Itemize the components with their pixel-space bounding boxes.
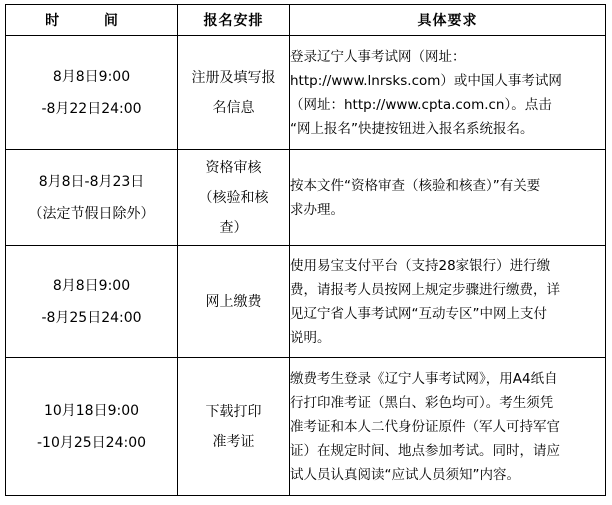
header-time: 时 间 bbox=[6, 5, 178, 36]
time-end: -8月25日24:00 bbox=[41, 309, 142, 326]
arrangement-line: 名信息 bbox=[212, 99, 255, 116]
arrangement-line: 网上缴费 bbox=[205, 293, 262, 310]
time-end: -8月22日24:00 bbox=[41, 100, 142, 117]
requirement-line: 准考证和本人二代身份证原件（军人可持军官 bbox=[290, 418, 560, 435]
table-row bbox=[6, 246, 606, 358]
arrangement-line: 资格审核 bbox=[205, 159, 262, 176]
requirement-line: 缴费考生登录《辽宁人事考试网》，用A4纸自 bbox=[290, 370, 558, 387]
requirement-line: （网址：http://www.cpta.com.cn）。点击 bbox=[290, 96, 552, 113]
header-arrangement: 报名安排 bbox=[178, 5, 290, 36]
requirement-line: 按本文件“资格审查（核验和核查）”有关要 bbox=[290, 177, 541, 194]
requirement-line: 费，请报考人员按网上规定步骤进行缴费，详 bbox=[290, 281, 560, 298]
time-start: 8月8日9:00 bbox=[52, 68, 131, 85]
requirement-cell bbox=[290, 150, 606, 246]
table-header-row bbox=[6, 5, 606, 36]
requirement-cell bbox=[290, 246, 606, 358]
arrangement-line: 下载打印 bbox=[205, 403, 262, 420]
time-note: （法定节假日除外） bbox=[28, 205, 155, 222]
requirement-line: http://www.lnrsks.com）或中国人事考试网 bbox=[290, 72, 562, 89]
arrangement-line: 查） bbox=[219, 219, 248, 236]
arrangement-line: （核验和核 bbox=[198, 189, 269, 206]
arrangement-cell bbox=[178, 358, 290, 496]
requirement-line: 见辽宁省人事考试网“互动专区”中网上支付 bbox=[290, 305, 547, 322]
time-cell bbox=[6, 246, 178, 358]
arrangement-cell bbox=[178, 36, 290, 150]
requirement-line: 求办理。 bbox=[290, 201, 344, 218]
registration-schedule-table bbox=[5, 4, 606, 496]
table-row bbox=[6, 150, 606, 246]
arrangement-line: 准考证 bbox=[212, 433, 255, 450]
arrangement-cell bbox=[178, 246, 290, 358]
time-cell bbox=[6, 36, 178, 150]
arrangement-cell bbox=[178, 150, 290, 246]
requirement-line: “网上报名”快捷按钮进入报名系统报名。 bbox=[290, 120, 534, 137]
time-end: -10月25日24:00 bbox=[36, 434, 147, 451]
header-requirements: 具体要求 bbox=[290, 5, 606, 36]
time-start: 10月18日9:00 bbox=[43, 402, 140, 419]
requirement-line: 登录辽宁人事考试网（网址： bbox=[290, 48, 466, 65]
time-cell bbox=[6, 358, 178, 496]
requirement-cell bbox=[290, 36, 606, 150]
requirement-line: 行打印准考证（黑白、彩色均可）。考生须凭 bbox=[290, 394, 554, 411]
time-start: 8月8日9:00 bbox=[52, 277, 131, 294]
requirement-line: 试人员认真阅读“应试人员须知”内容。 bbox=[290, 466, 520, 483]
arrangement-line: 注册及填写报 bbox=[191, 69, 276, 86]
requirement-line: 使用易宝支付平台（支持28家银行）进行缴 bbox=[290, 257, 551, 274]
requirement-line: 说明。 bbox=[290, 329, 331, 346]
table-row bbox=[6, 358, 606, 496]
time-cell bbox=[6, 150, 178, 246]
requirement-cell bbox=[290, 358, 606, 496]
requirement-line: 证）在规定时间、地点参加考试。同时，请应 bbox=[290, 442, 560, 459]
time-range: 8月8日-8月23日 bbox=[38, 173, 145, 190]
table-row bbox=[6, 36, 606, 150]
